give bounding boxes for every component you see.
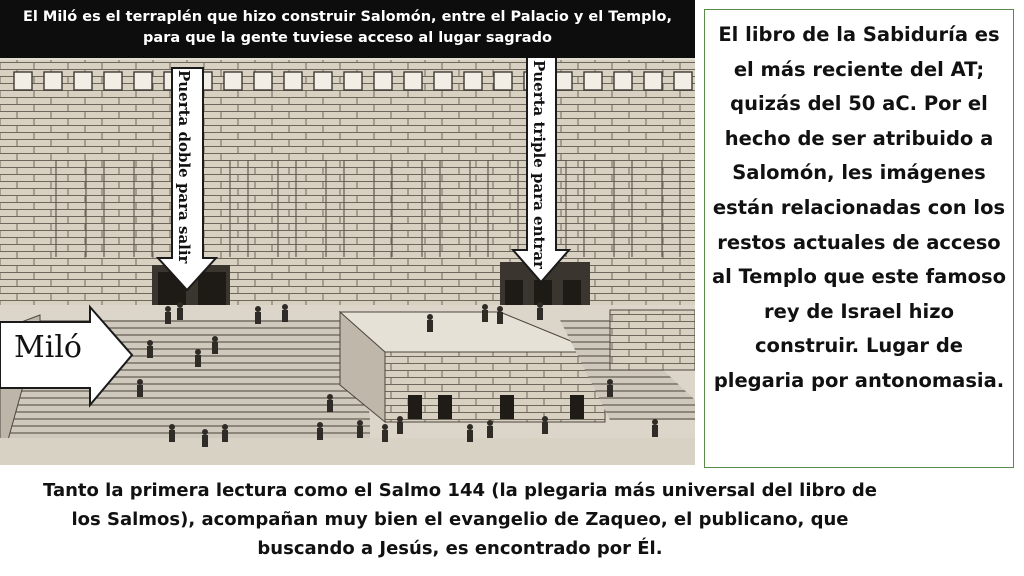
crowd-figure bbox=[282, 304, 288, 322]
crowd-figure bbox=[327, 394, 333, 412]
wall-window bbox=[464, 72, 482, 90]
crowd-figure bbox=[537, 302, 543, 320]
crowd-figure bbox=[169, 424, 175, 442]
wall-window bbox=[674, 72, 692, 90]
crowd-figure bbox=[317, 422, 323, 440]
wall-window bbox=[494, 72, 512, 90]
crowd-figure bbox=[212, 336, 218, 354]
wall-window bbox=[314, 72, 332, 90]
crowd-figure bbox=[195, 349, 201, 367]
crowd-figure bbox=[467, 424, 473, 442]
side-text: El libro de la Sabiduría es el más reciente del AT; quizás del 50 aC. Por el hecho de ser atribuido a Salomón, les imágenes están relacionadas con los restos actuales de acceso al Templo que este famoso rey de Israel hizo construir. Lugar de plegaria por antonomasia. bbox=[711, 23, 1007, 392]
crowd-figure bbox=[607, 379, 613, 397]
crowd-figure bbox=[397, 416, 403, 434]
wall-window bbox=[44, 72, 62, 90]
caption-bar bbox=[0, 0, 695, 58]
wall-window bbox=[74, 72, 92, 90]
crowd-figure bbox=[497, 306, 503, 324]
crowd-figure bbox=[357, 420, 363, 438]
crowd-figure bbox=[652, 419, 658, 437]
crowd-figure bbox=[427, 314, 433, 332]
crowd-figure bbox=[222, 424, 228, 442]
crowd-figure bbox=[482, 304, 488, 322]
side-text-box bbox=[704, 9, 1014, 468]
crowd-figure bbox=[137, 379, 143, 397]
label-milo: Miló bbox=[14, 330, 82, 365]
wall-window bbox=[584, 72, 602, 90]
wall-window bbox=[134, 72, 152, 90]
label-double-door: Puerta doble para salir bbox=[175, 70, 193, 264]
wall-window bbox=[434, 72, 452, 90]
crowd-figure bbox=[542, 416, 548, 434]
wall-window bbox=[644, 72, 662, 90]
crowd-figure bbox=[202, 429, 208, 447]
caption-line-2: para que la gente tuviese acceso al lugar sagrado bbox=[143, 30, 552, 46]
label-triple-door: Puerta triple para entrar bbox=[530, 60, 548, 269]
crowd-figure bbox=[147, 340, 153, 358]
wall-window bbox=[284, 72, 302, 90]
wall-window bbox=[224, 72, 242, 90]
crowd-figure bbox=[382, 424, 388, 442]
wall-window bbox=[614, 72, 632, 90]
wall-window bbox=[104, 72, 122, 90]
wall-window bbox=[344, 72, 362, 90]
bottom-text: Tanto la primera lectura como el Salmo 144 (la plegaria más universal del libro de los Salmos), acompañan muy bien el evangelio de Zaqueo, el publicano, que buscando a Jesús, es encontrado por Él. bbox=[43, 480, 877, 559]
crowd-figure bbox=[487, 420, 493, 438]
wall-window bbox=[374, 72, 392, 90]
wall-window bbox=[404, 72, 422, 90]
caption-line-1: El Miló es el terraplén que hizo construir Salomón, entre el Palacio y el Templo, bbox=[22, 9, 672, 25]
wall-window bbox=[254, 72, 272, 90]
crowd-figure bbox=[165, 306, 171, 324]
crowd-figure bbox=[255, 306, 261, 324]
wall-window bbox=[14, 72, 32, 90]
crowd-figure bbox=[177, 302, 183, 320]
